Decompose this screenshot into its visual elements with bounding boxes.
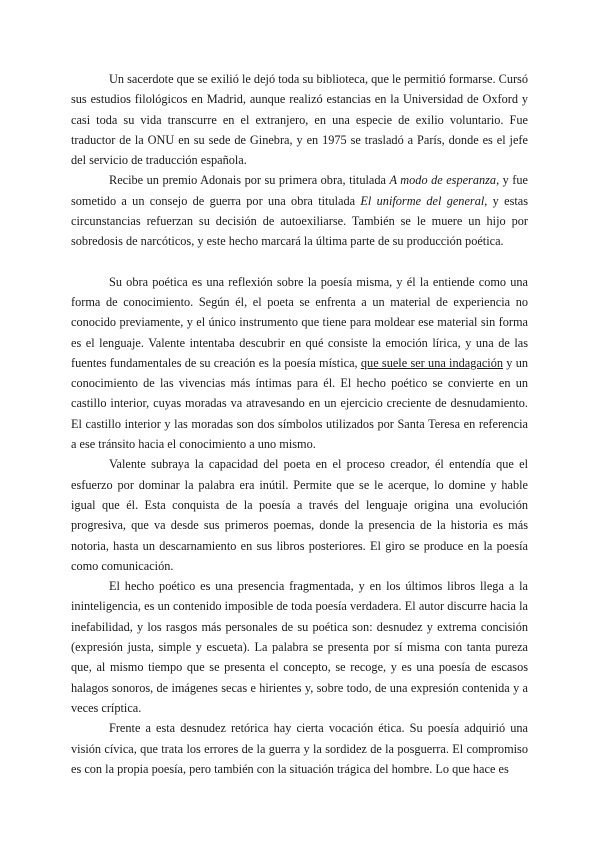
text-run: , y estas circunstancias refuerzan su decisión de autoexiliarse. También se le muere un hijo por sobredosis de narcóticos, y este hecho marcará la última parte de su producción poética. xyxy=(71,193,529,249)
paragraph-4 xyxy=(71,454,528,576)
paragraph-6 xyxy=(71,718,528,779)
paragraph-1 xyxy=(71,69,528,170)
underlined-phrase: que suele ser una indagación xyxy=(360,355,504,370)
paragraph-2 xyxy=(71,170,528,251)
paragraph-spacer xyxy=(71,252,528,272)
paragraph-3 xyxy=(71,272,528,455)
book-title-italic: El uniforme del general xyxy=(360,193,485,208)
text-run: y un conocimiento de las vivencias más íntimas para él. El hecho poético se convierte en un castillo interior, cuyas moradas va atravesando en un ejercicio creciente de desnudamiento. El castillo interior y las moradas son dos símbolos utilizados por Santa Teresa en referencia a ese tránsito hacia el conocimiento a uno mismo. xyxy=(71,355,528,452)
text-run: Su obra poética es una reflexión sobre la poesía misma, y él la entiende como una forma de conocimiento. Según él, el poeta se enfrenta a un material de experiencia no conocido previamente, y el único instrumento que tiene para moldear ese material sin forma es el lenguaje. Valente intentaba descubrir en qué consiste la emoción lírica, y una de las fuentes fundamentales de su creación es la poesía mística, xyxy=(71,274,528,370)
book-title-italic: A modo de esperanza xyxy=(389,173,497,188)
text-run: Valente subraya la capacidad del poeta en el proceso creador, él entendía que el esfuerzo por dominar la palabra era inútil. Permite que se le acerque, lo domine y hable igual que él. Esta conquista de la poesía a través del lenguaje origina una evolución progresiva, que va desde sus primeros poemas, donde la presencia de la historia es más notoria, hasta un descarnamiento en sus libros posteriores. El giro se produce en la poesía como comunicación. xyxy=(71,457,528,573)
text-run: , y fue sometido a un consejo de guerra por una obra titulada xyxy=(71,173,529,208)
paragraph-5 xyxy=(71,576,528,718)
text-run: El hecho poético es una presencia fragmentada, y en los últimos libros llega a la ininteligencia, es un contenido imposible de toda poesía verdadera. El autor discurre hacia la inefabilidad, y los rasgos más personales de su poética son: desnudez y extrema concisión (expresión justa, simple y escueta). La palabra se presenta por sí misma con tanta pureza que, al mismo tiempo que se presenta el concepto, se recoge, y es una poesía de escasos halagos sonoros, de imágenes secas e hirientes y, sobre todo, de una expresión contenida y a veces críptica. xyxy=(71,579,528,715)
text-run: Un sacerdote que se exilió le dejó toda su biblioteca, que le permitió formarse. Cursó sus estudios filológicos en Madrid, aunque realizó estancias en la Universidad de Oxford y casi toda su vida transcurre en el extranjero, en una especie de exilio voluntario. Fue traductor de la ONU en su sede de Ginebra, y en 1975 se trasladó a París, donde es el jefe del servicio de traducción española. xyxy=(71,72,528,168)
text-run: Frente a esta desnudez retórica hay cierta vocación ética. Su poesía adquirió una visión cívica, que trata los errores de la guerra y la sordidez de la posguerra. El compromiso es con la propia poesía, pero también con la situación trágica del hombre. Lo que hace es xyxy=(71,721,528,776)
text-run: Recibe un premio Adonais por su primera obra, titulada xyxy=(109,173,390,188)
